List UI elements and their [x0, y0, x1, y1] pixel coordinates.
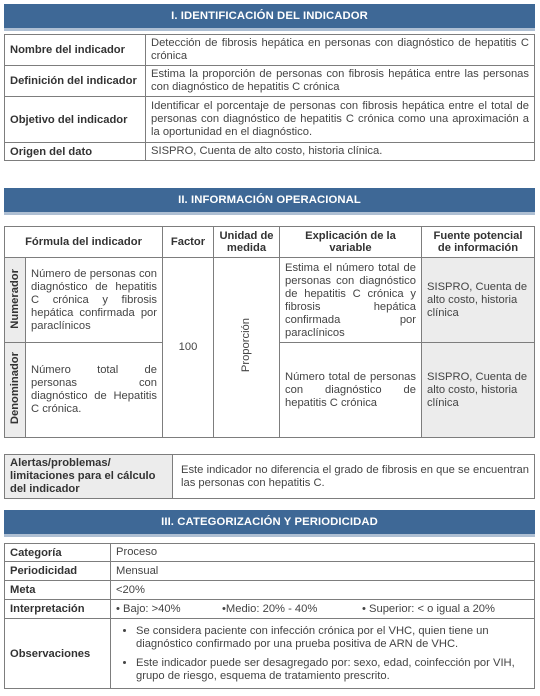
- denominator-label-cell: [5, 343, 26, 438]
- section-3-header: [4, 510, 535, 534]
- numerator-row: [5, 258, 535, 343]
- table-row: [5, 544, 535, 562]
- row-value: Identificar el porcentaje de personas con fibrosis hepática entre el total de personas con diagnóstico de hepatitis C crónica como una aproximación a la oportunidad en el diagnóstico.: [146, 97, 535, 143]
- observaciones-list: [116, 625, 529, 683]
- unidad-value: Proporción: [240, 318, 252, 373]
- interp-superior: • Superior: < o igual a 20%: [362, 602, 495, 615]
- table-row: [5, 143, 535, 161]
- section-3-underline: [4, 534, 535, 537]
- numerator-label: Numerador: [9, 268, 21, 329]
- row-value: Estima la proporción de personas con fibrosis hepática entre las personas con diagnóstico de hepatitis C crónica: [146, 66, 535, 97]
- periodicidad-value: Mensual: [111, 562, 535, 581]
- table-row: [5, 581, 535, 600]
- identification-table: [4, 34, 535, 161]
- observaciones-label: Observaciones: [5, 619, 111, 689]
- numerator-fuente: SISPRO, Cuenta de alto costo, historia clínica: [422, 258, 535, 343]
- interp-medio: •Medio: 20% - 40%: [222, 602, 318, 615]
- row-label: Nombre del indicador: [5, 35, 146, 66]
- categorization-table: [4, 543, 535, 689]
- table-row: [5, 619, 535, 689]
- denominator-formula: Número total de personas con diagnóstico de Hepatitis C crónica.: [26, 343, 163, 438]
- numerator-label-cell: [5, 258, 26, 343]
- alerts-label: Alertas/problemas/ limitaciones para el cálculo del indicador: [5, 455, 173, 499]
- meta-value: <20%: [111, 581, 535, 600]
- row-value: SISPRO, Cuenta de alto costo, historia clínica.: [146, 143, 535, 161]
- table-row: [5, 35, 535, 66]
- alerts-value: Este indicador no diferencia el grado de fibrosis en que se encuentran las personas con hepatitis C.: [173, 455, 535, 499]
- periodicidad-label: Periodicidad: [5, 562, 111, 581]
- interp-bajo: • Bajo: >40%: [116, 602, 181, 615]
- interpretacion-label: Interpretación: [5, 600, 111, 619]
- denominator-label: Denominador: [9, 352, 21, 425]
- col-header-explicacion: Explicación de la variable: [280, 227, 422, 258]
- section-2-underline: [4, 212, 535, 215]
- col-header-formula: Fórmula del indicador: [5, 227, 163, 258]
- row-label: Definición del indicador: [5, 66, 146, 97]
- list-item: • Se considera paciente con infección crónica por el VHC, quien tiene un diagnóstico confirmado por una prueba positiva de ARN de VHC.: [136, 625, 529, 651]
- section-1-underline: [4, 28, 535, 31]
- col-header-fuente: Fuente potencial de información: [422, 227, 535, 258]
- denominator-fuente: SISPRO, Cuenta de alto costo, historia clínica: [422, 343, 535, 438]
- alerts-row: [5, 455, 535, 499]
- list-item: • Este indicador puede ser desagregado por: sexo, edad, coinfección por VIH, grupo de riesgo, esquema de tratamiento prescrito.: [136, 657, 529, 683]
- meta-label: Meta: [5, 581, 111, 600]
- row-label: Objetivo del indicador: [5, 97, 146, 143]
- row-label: Origen del dato: [5, 143, 146, 161]
- numerator-formula: Número de personas con diagnóstico de hepatitis C crónica y fibrosis hepática confirmada por paraclínicos: [26, 258, 163, 343]
- section-2-header: [4, 188, 535, 212]
- row-value: Detección de fibrosis hepática en personas con diagnóstico de hepatitis C crónica: [146, 35, 535, 66]
- numerator-explicacion: Estima el número total de personas con diagnóstico de hepatitis C crónica y fibrosis hepática confirmada por paraclínicos: [280, 258, 422, 343]
- col-header-unidad: Unidad de medida: [214, 227, 280, 258]
- categoria-label: Categoría: [5, 544, 111, 562]
- table-header-row: [5, 227, 535, 258]
- col-header-factor: Factor: [163, 227, 214, 258]
- section-3-title: III. CATEGORIZACIÓN Y PERIODICIDAD: [161, 516, 378, 528]
- unidad-cell: [214, 258, 280, 438]
- observaciones-value: [111, 619, 535, 689]
- interpretacion-values: [111, 600, 535, 619]
- factor-value: 100: [163, 258, 214, 438]
- table-row: [5, 97, 535, 143]
- categoria-value: Proceso: [111, 544, 535, 562]
- table-row: [5, 600, 535, 619]
- section-1-header: [4, 4, 535, 28]
- operational-table: [4, 226, 535, 438]
- table-row: [5, 562, 535, 581]
- alerts-table: [4, 454, 535, 499]
- section-2-title: II. INFORMACIÓN OPERACIONAL: [178, 194, 361, 206]
- section-1-title: I. IDENTIFICACIÓN DEL INDICADOR: [171, 10, 368, 22]
- table-row: [5, 66, 535, 97]
- denominator-explicacion: Número total de personas con diagnóstico de hepatitis C crónica: [280, 343, 422, 438]
